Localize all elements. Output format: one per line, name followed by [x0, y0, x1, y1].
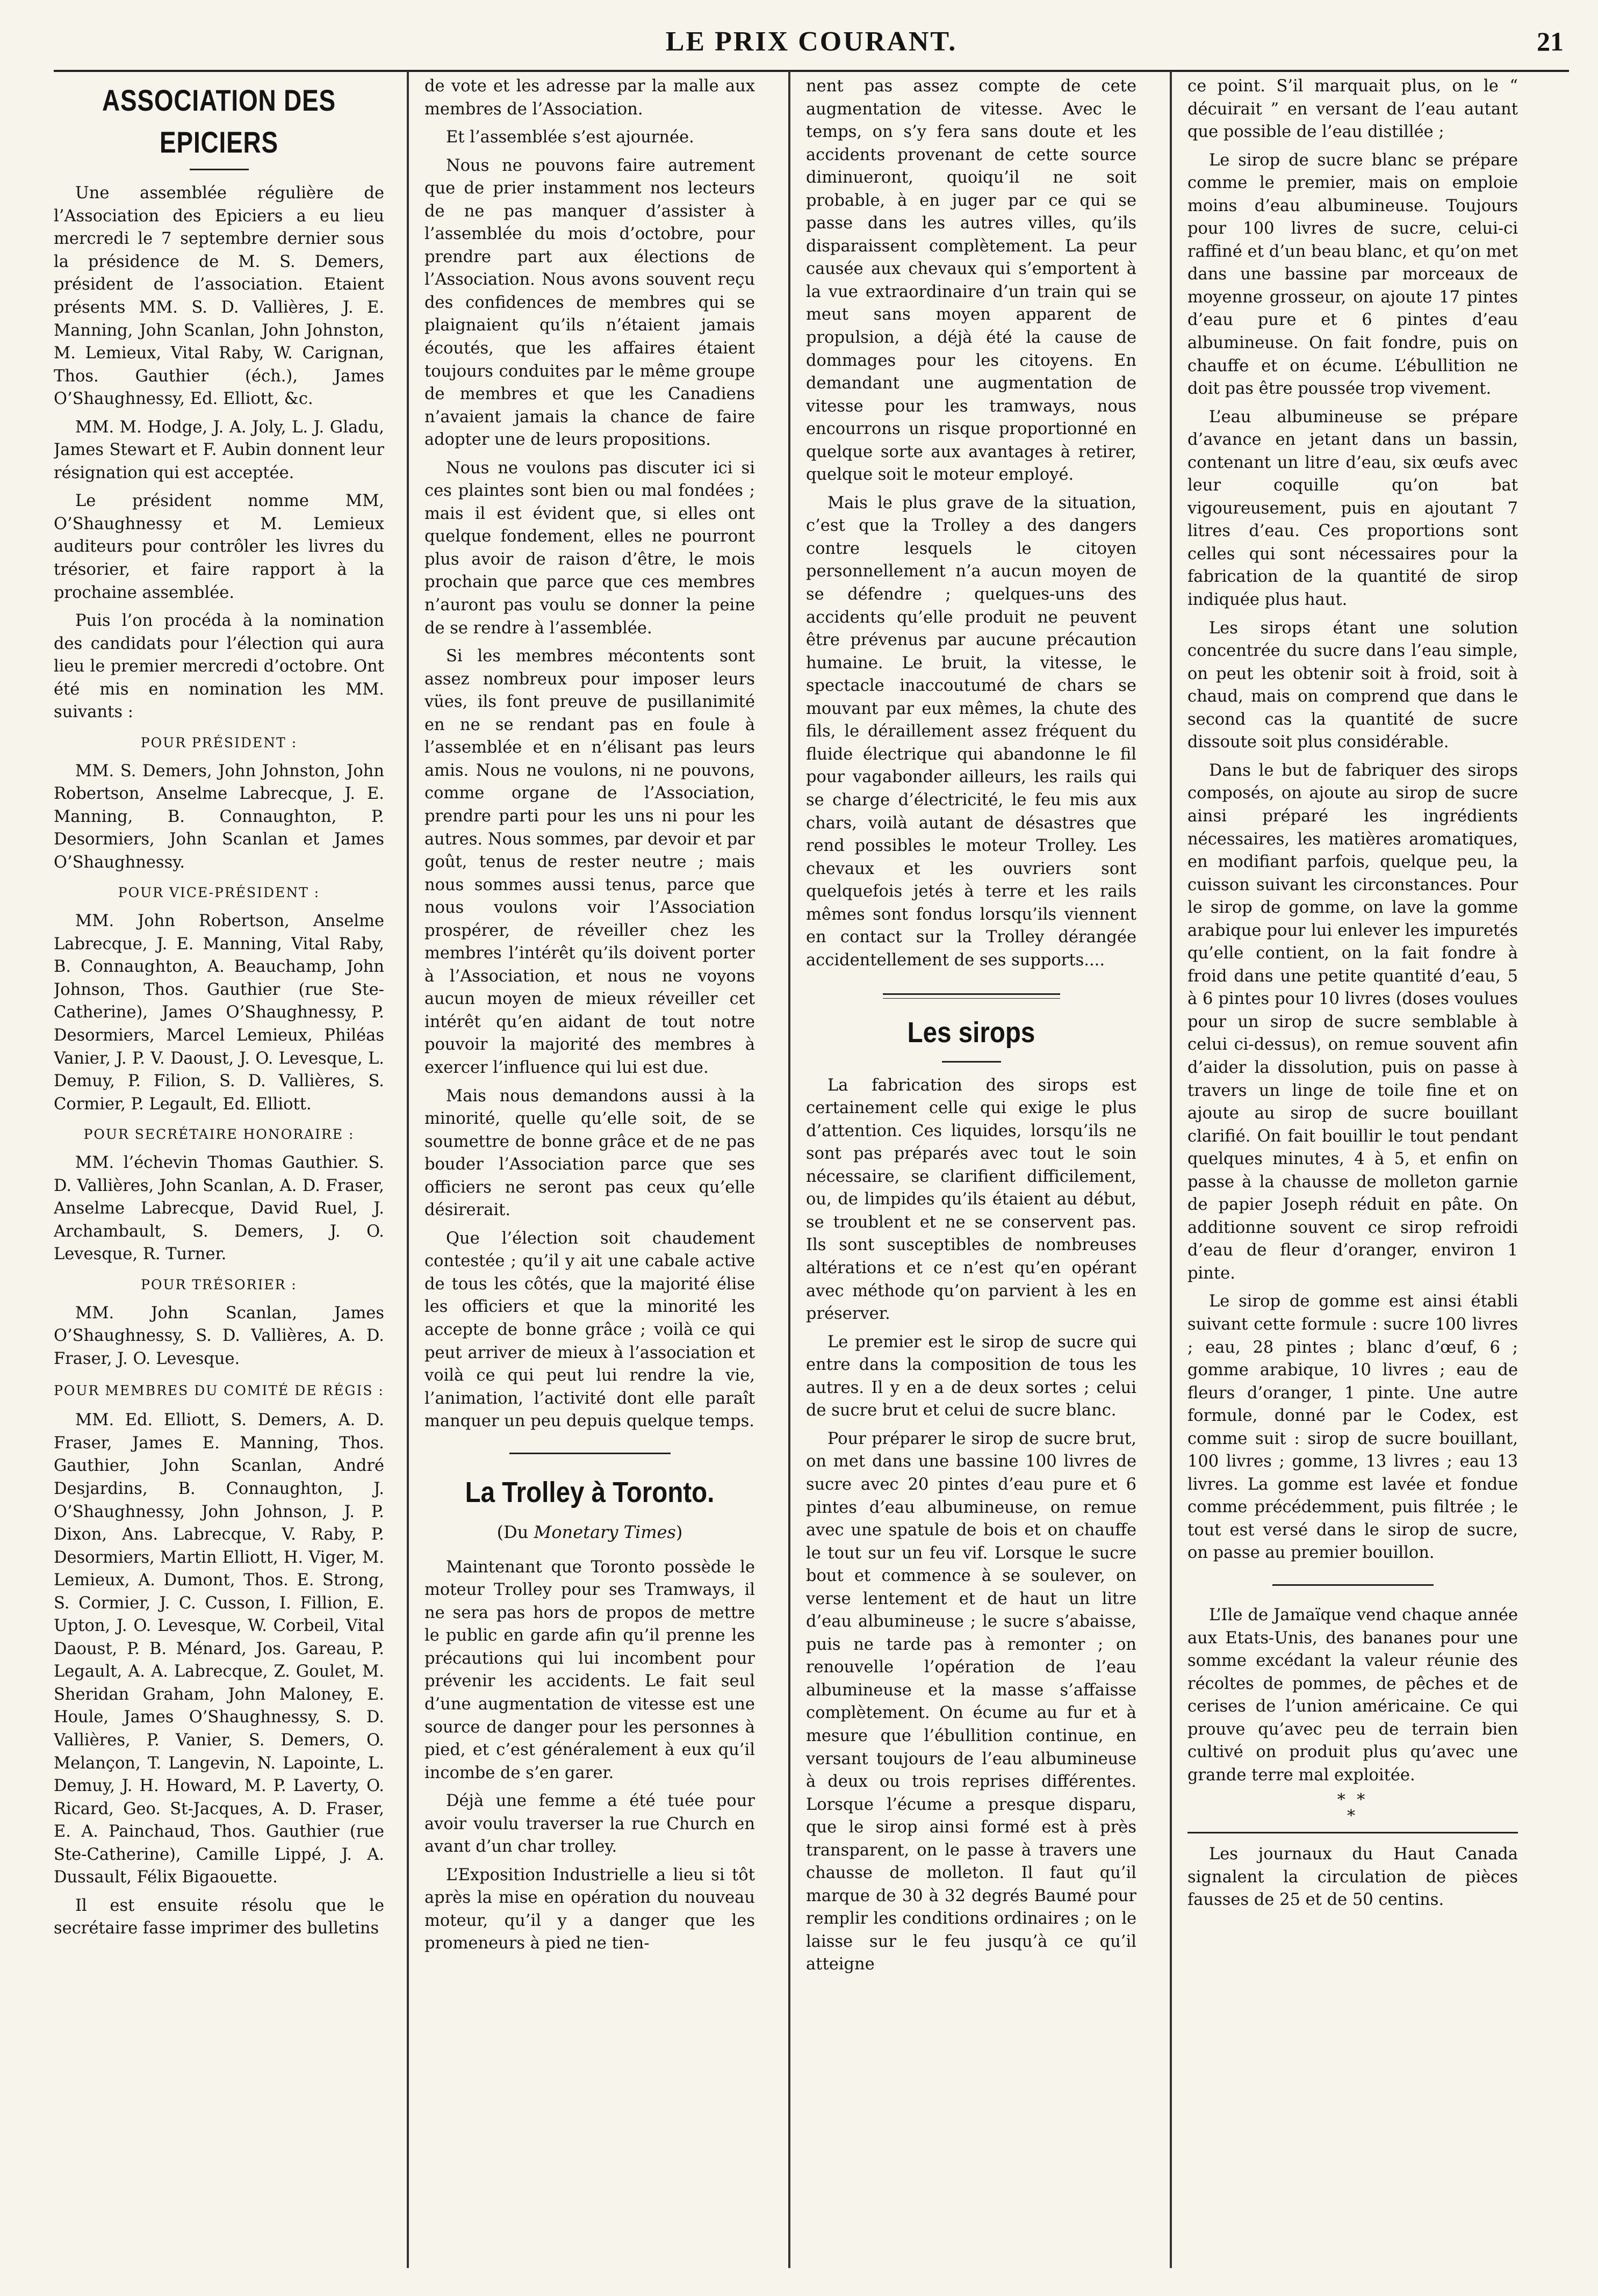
article-heading-trolley: La Trolley à Toronto. — [465, 1476, 715, 1508]
paragraph: L’Ile de Jamaïque vend chaque année aux Etats-Unis, des bananes pour une somme excédant la valeur réunie des récoltes de pommes, de pêches et de cerises de l’union américaine. Ce qui prouve qu’avec peu de terrain bien cultivé on produit plus qu’avec une grande terre mal exploitée. — [1187, 1606, 1518, 1785]
section-rule — [1187, 1832, 1518, 1833]
paragraph: Le président nomme MM, O’Shaughnessy et M. Lemieux auditeurs pour contrôler les livres du trésorier, et faire rapport à la prochaine assemblée. — [54, 492, 384, 602]
asterism: * * * — [1337, 1790, 1369, 1826]
heading-rule — [190, 169, 249, 170]
column-divider — [407, 71, 409, 2268]
source-publication: Monetary Times — [534, 1522, 676, 1543]
paragraph: L’eau albumineuse se prépare d’avance en jetant dans un bassin, contenant un litre d’eau, six œufs avec leur coquille qu’on bat vigoureusement, puis en ajoutant 7 litres d’eau. Ces proportions sont celles qui sont nécessaires pour la fabrication de la quantité de sirop indiquée plus haut. — [1187, 407, 1518, 610]
column-3 — [806, 75, 1136, 2256]
candidate-list: MM. S. Demers, John Johnston, John Robertson, Anselme Labrecque, J. E. Manning, B. Connaughton, P. Desormiers, John Scanlan et James O’Shaughnessy. — [54, 761, 384, 872]
column-divider — [1170, 71, 1172, 2268]
paragraph: Que l’élection soit chaudement contestée ; qu’il y ait une cabale active de tous les côtés, que la majorité élise les officiers et que la minorité les accepte de bonne grâce ; voilà ce qui peut arriver de mieux à l’association et voilà ce qui peut lui rendre la vie, l’animation, l’activité dont elle paraît manquer un peu depuis quelque temps. — [424, 1229, 755, 1431]
heading-rule — [942, 1061, 1001, 1063]
candidate-list: MM. John Scanlan, James O’Shaughnessy, S. D. Vallières, A. D. Fraser, J. O. Levesque. — [54, 1303, 384, 1368]
paragraph: Le sirop de gomme est ainsi établi suivant cette formule : sucre 100 livres ; eau, 28 pintes ; blanc d’œuf, 6 ; gomme arabique, 10 livres ; eau de fleurs d’oranger, 1 pinte. Une autre formule, donné par le Codex, est comme suit : sirop de sucre bouillant, 100 livres ; gomme, 13 livres ; eau 13 livres. La gomme est lavée et fondue comme précédemment, puis filtrée ; le tout est versé dans le sirop de sucre, on passe au premier bouillon. — [1187, 1292, 1518, 1563]
column-2 — [424, 75, 755, 2256]
section-rule — [1272, 1584, 1434, 1586]
subheading-secretary: POUR SECRÉTAIRE HONORAIRE : — [83, 1127, 355, 1143]
paragraph: Puis l’on procéda à la nomination des candidats pour l’élection qui aura lieu le premier mercredi d’octobre. Ont été mis en nomination les MM. suivants : — [54, 611, 384, 722]
paragraph: Mais le plus grave de la situation, c’est que la Trolley a des dangers contre lesquels le citoyen personnellement n’a aucun moyen de se défendre ; quelques-uns des accidents qu’elle produit ne peuvent être prévenus par aucune précaution humaine. Le bruit, la vitesse, le spectacle inaccoutumé de chars se mouvant par eux mêmes, la chute des fils, le déraillement assez fréquent du fluide électrique qui abandonne le fil pour vagabonder ailleurs, les rails qui se charge d’électricité, le feu mis aux chars, voilà autant de désastres que rend possibles le moteur Trolley. Les chevaux et les ouvriers sont quelquefois jetés à terre et les rails mêmes sont fondus lorsqu’ils viennent en contact sur la Trolley dérangée accidentellement de ses supports.... — [806, 493, 1136, 970]
column-4 — [1187, 75, 1518, 2256]
paragraph: Il est ensuite résolu que le secrétaire fasse imprimer des bulletins — [54, 1896, 384, 1938]
paragraph: Mais nous demandons aussi à la minorité, quelle qu’elle soit, de se soumettre de bonne grâce et de ne pas bouder l’Association parce que ses officiers ne seront pas ceux qu’elle désirerait. — [424, 1086, 755, 1220]
paragraph: ce point. S’il marquait plus, on le “ décuirait ” en versant de l’eau autant que possible de l’eau distillée ; — [1187, 77, 1518, 142]
paragraph: Déjà une femme a été tuée pour avoir voulu traverser la rue Church en avant d’un char trolley. — [424, 1792, 755, 1857]
page-number: 21 — [1537, 26, 1564, 56]
paragraph: La fabrication des sirops est certainement celle qui exige le plus d’attention. Ces liquides, lorsqu’ils ne sont pas préparés avec tout le soin nécessaire, se clarifient difficilement, ou, de limpides qu’ils étaient au début, se troublent et ne se conservent pas. Ils sont susceptibles de nombreuses altérations et ce n’est qu’en opérant avec méthode qu’on parvient à les en préserver. — [806, 1075, 1136, 1324]
article-source — [424, 1520, 755, 1544]
paragraph: MM. M. Hodge, J. A. Joly, L. J. Gladu, James Stewart et F. Aubin donnent leur résignation qui est acceptée. — [54, 417, 384, 482]
article-heading-association: ASSOCIATION DES EPICIERS — [102, 83, 336, 160]
article-heading-sirops: Les sirops — [907, 1016, 1035, 1049]
column-1 — [54, 75, 384, 2256]
subheading-treasurer: POUR TRÉSORIER : — [141, 1276, 297, 1293]
candidate-list: MM. John Robertson, Anselme Labrecque, J. E. Manning, Vital Raby, B. Connaughton, A. Beauchamp, John Johnson, Thos. Gauthier (rue Ste-Catherine), James O’Shaughnessy, P. Desormiers, Marcel Lemieux, Philéas Vanier, J. P. V. Daoust, J. O. Levesque, L. Demuy, P. Filion, S. D. Vallières, S. Cormier, P. Legault, Ed. Elliott. — [54, 912, 384, 1114]
paragraph: Et l’assemblée s’est ajournée. — [446, 128, 694, 147]
paragraph: Le premier est le sirop de sucre qui entre dans la composition de tous les autres. Il y en a de deux sortes ; celui de sucre brut et celui de sucre blanc. — [806, 1332, 1136, 1420]
candidate-list: MM. Ed. Elliott, S. Demers, A. D. Fraser, James E. Manning, Thos. Gauthier, John Scanlan, André Desjardins, B. Connaughton, J. O’Shaughnessy, John Johnson, J. P. Dixon, Ans. Labrecque, V. Raby, P. Desormiers, Martin Elliott, H. Viger, M. Lemieux, A. Dumont, Thos. E. Strong, S. Cormier, J. C. Cusson, I. Fillion, E. Upton, J. O. Levesque, W. Corbeil, Vital Daoust, P. B. Ménard, Jos. Gareau, P. Legault, A. A. Labrecque, Z. Goulet, M. Sheridan Graham, John Maloney, E. Houle, James O’Shaughnessy, S. D. Vallières, P. Vanier, S. Demers, O. Melançon, T. Langevin, N. Lapointe, L. Demuy, J. H. Howard, M. P. Laverty, O. Ricard, Geo. St-Jacques, A. D. Fraser, E. A. Painchaud, Thos. Gauthier (rue Ste-Catherine), Camille Lippé, J. A. Dussault, Félix Bigaouette. — [54, 1411, 384, 1887]
source-suffix: ) — [675, 1522, 683, 1543]
paragraph: Le sirop de sucre blanc se prépare comme le premier, mais on emploie moins d’eau albumineuse. Toujours pour 100 livres de sucre, celui-ci raffiné et d’un beau blanc, et qu’on met dans une bassine par morceaux de moyenne grosseur, on ajoute 17 pintes d’eau pure et 6 pintes d’eau albumineuse. On fait fondre, puis on chauffe et on écume. L’ébullition ne doit pas être poussée trop vivement. — [1187, 150, 1518, 399]
source-prefix: (Du — [496, 1522, 534, 1543]
paragraph: de vote et les adresse par la malle aux membres de l’Association. — [424, 77, 755, 119]
column-divider — [788, 71, 790, 2268]
section-rule — [509, 1453, 671, 1454]
subheading-committee: POUR MEMBRES DU COMITÉ DE RÉGIS : — [54, 1383, 384, 1399]
candidate-list: MM. l’échevin Thomas Gauthier. S. D. Vallières, John Scanlan, A. D. Fraser, Anselme Labrecque, David Ruel, J. Archambault, S. Demers, J. O. Levesque, R. Turner. — [54, 1153, 384, 1264]
newspaper-title: LE PRIX COURANT. — [665, 26, 958, 57]
paragraph: Dans le but de fabriquer des sirops composés, on ajoute au sirop de sucre ainsi préparé les ingrédients nécessaires, les matières aromatiques, en modifiant parfois, quelque peu, la cuisson suivant les circonstances. Pour le sirop de gomme, on lave la gomme arabique pour lui enlever les impuretés qu’elle contient, on la fait fondre à froid dans une petite quantité d’eau, 5 à 6 pintes pour 10 livres (doses voulues pour un sirop de sucre semblable à celui ci-dessus), on remue souvent afin d’aider la dissolution, puis on passe à travers un linge de toile fine et on ajoute au sirop de sucre bouillant clarifié. On fait bouillir le tout pendant quelques minutes, 4 à 5, et enfin on passe à la chausse de molleton garnie de papier Joseph réduit en pâte. On additionne souvent ce sirop refroidi d’eau de fleur d’oranger, environ 1 pinte. — [1187, 761, 1518, 1283]
paragraph: Nous ne voulons pas discuter ici si ces plaintes sont bien ou mal fondées ; mais il est évident que, si elles ont quelque fondement, elles ne pourront plus avoir de raison d’être, le mois prochain que parce que ces membres n’auront pas voulu se donner la peine de se rendre à l’assemblée. — [424, 458, 755, 638]
paragraph: Une assemblée régulière de l’Association des Epiciers a eu lieu mercredi le 7 septembre dernier sous la présidence de M. S. Demers, président de l’association. Etaient présents MM. S. D. Vallières, J. E. Manning, John Scanlan, John Johnston, M. Lemieux, Vital Raby, W. Carignan, Thos. Gauthier (éch.), James O’Shaughnessy, Ed. Elliott, &c. — [54, 184, 384, 409]
paragraph: Les sirops étant une solution concentrée du sucre dans l’eau simple, on peut les obtenir soit à froid, soit à chaud, mais on comprend que dans le second cas la quantité de sucre dissoute soit plus considérable. — [1187, 618, 1518, 752]
paragraph: Maintenant que Toronto possède le moteur Trolley pour ses Tramways, il ne sera pas hors de propos de mettre le public en garde afin qu’il prenne les précautions qui lui incombent pour prévenir les accidents. Le fait seul d’une augmentation de vitesse est une source de danger pour les personnes à pied, et c’est généralement à eux qu’il incombe de s’en garer. — [424, 1557, 755, 1782]
paragraph: Pour préparer le sirop de sucre brut, on met dans une bassine 100 livres de sucre avec 20 pintes d’eau pure et 6 pintes d’eau albumineuse, on remue avec une spatule de bois et on chauffe le tout sur un feu vif. Lorsque le sucre bout et commence à se soulever, on verse lentement et de haut un litre d’eau albumineuse ; le sucre s’abaisse, puis ne tarde pas à remonter ; on renouvelle l’opération de l’eau albumineuse et la masse s’affaisse complètement. On écume au fur et à mesure que l’ébullition continue, en versant toujours de l’eau albumineuse à deux ou trois reprises différentes. Lorsque l’écume a presque disparu, que le sirop ainsi formé est à près transparent, on le passe à travers une chausse de molleton. Il faut qu’il marque de 30 à 32 degrés Baumé pour remplir les conditions ordinaires ; on le laisse sur le feu jusqu’à ce qu’il atteigne — [806, 1429, 1136, 1974]
paragraph: L’Exposition Industrielle a lieu si tôt après la mise en opération du nouveau moteur, qu’il y a danger que les promeneurs à pied ne tien- — [424, 1865, 755, 1953]
paragraph: Nous ne pouvons faire autrement que de prier instamment nos lecteurs de ne pas manquer d’assister à l’assemblée du mois d’octobre, pour prendre part aux élections de l’Association. Nous avons souvent reçu des confidences de membres qui se plaignaient qu’ils n’étaient jamais écoutés, que les affaires étaient toujours conduites par le même groupe de membres et que les Canadiens n’avaient jamais la chance de faire adopter une de leurs propositions. — [424, 156, 755, 450]
paragraph: nent pas assez compte de cete augmentation de vitesse. Avec le temps, on s’y fera sans doute et les accidents provenant de cette source diminueront, quoiqu’il ne soit probable, à en juger par ce qui se passe dans les autres villes, qu’ils disparaissent complètement. La peur causée aux chevaux qui s’emportent à la vue extraordinaire d’un train qui se meut sans moyen apparent de propulsion, a déjà été la cause de dommages pour les citoyens. En demandant une augmentation de vitesse pour les tramways, nous encourrons un risque proportionné en quelque sorte aux avantages à retirer, quelque soit le moteur employé. — [806, 77, 1136, 485]
subheading-president: POUR PRÉSIDENT : — [140, 734, 298, 750]
paragraph: Les journaux du Haut Canada signalent la circulation de pièces fausses de 25 et de 50 centins. — [1187, 1845, 1518, 1910]
section-double-rule — [883, 993, 1060, 999]
subheading-vice-president: POUR VICE-PRÉSIDENT : — [118, 885, 320, 901]
paragraph: Si les membres mécontents sont assez nombreux pour imposer leurs vües, ils font preuve de pusillanimité en ne se rendant pas en foule à l’assemblée et en n’élisant pas leurs amis. Nous ne voulons, ni ne pouvons, comme organe de l’Association, prendre parti pour les uns ni pour les autres. Nous sommes, par devoir et par goût, tenus de rester neutre ; mais nous sommes aussi tenus, parce que nous voulons voir l’Association prospérer, de réveiller chez les membres l’intérêt qu’ils doivent porter à l’Association, et nous ne voyons aucun moyen de mieux réveiller cet intérêt qu’en aidant de tout notre pouvoir la majorité des membres à exercer l’influence qui lui est due. — [424, 647, 755, 1077]
page-header — [54, 16, 1569, 72]
